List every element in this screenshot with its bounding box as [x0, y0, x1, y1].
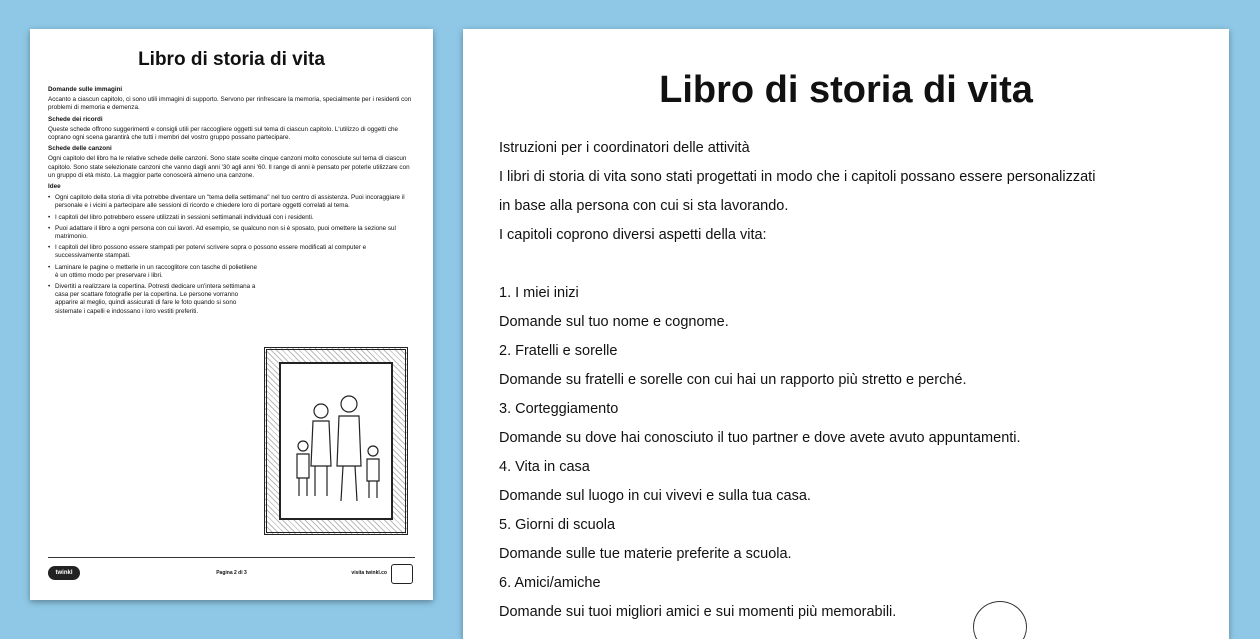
family-drawing-icon: [281, 364, 391, 518]
section-heading: Schede dei ricordi: [48, 115, 103, 123]
page-thumbnail-left: [30, 29, 433, 600]
idea-item: • Laminare le pagine o metterle in un raccoglitore con tasche di polietilene è un ottimo modo per preservare i libri.: [48, 264, 260, 280]
idea-item: • Ogni capitolo della storia di vita potrebbe diventare un "tema della settimana" nel tuo centro di assistenza. Puoi incoraggiare il personale e i vicini a partecipare alle sessioni di ricordo e chiedere loro di portare oggetti correlati al tema.: [48, 194, 416, 210]
page-zoomed-right: [463, 29, 1229, 639]
page-title: Libro di storia di vita: [138, 49, 325, 70]
chapter-description: Domande sul tuo nome e cognome.: [499, 314, 729, 330]
chapter-title: 5. Giorni di scuola: [499, 517, 616, 533]
page-body: [48, 83, 416, 316]
section-text: Queste schede offrono suggerimenti e consigli utili per raccogliere oggetti sul tema di ciascun capitolo. L'utilizzo di oggetti che coprano ogni scena garantirà che tutti i membri del vostro gruppo possano partecipare.: [48, 125, 399, 142]
chapter-description: Domande sui tuoi migliori amici e sui momenti più memorabili.: [499, 604, 897, 620]
chapter-description: Domande sul luogo in cui vivevi e sulla tua casa.: [499, 488, 811, 504]
badge-icon: [391, 564, 413, 584]
intro-heading: Istruzioni per i coordinatori delle attività: [499, 140, 750, 156]
family-illustration-frame: [264, 347, 408, 535]
face-sketch-icon: [973, 601, 1027, 639]
section-text: Accanto a ciascun capitolo, ci sono utili immagini di supporto. Servono per rinfrescare la memoria, specialmente per i residenti con problemi di memoria e demenza.: [48, 96, 412, 112]
chapter-description: Domande su fratelli e sorelle con cui hai un rapporto più stretto e perché.: [499, 372, 967, 388]
idea-item: • I capitoli del libro potrebbero essere utilizzati in sessioni settimanali individuali con i residenti.: [48, 214, 416, 222]
ideas-heading: Idee: [48, 183, 61, 191]
page-number: Pagina 2 di 3: [216, 570, 247, 576]
idea-item: • Puoi adattare il libro a ogni persona con cui lavori. Ad esempio, se qualcuno non si è sposato, puoi omettere la sezione sul matrimonio.: [48, 225, 416, 241]
chapter-title: 1. I miei inizi: [499, 285, 579, 301]
section-heading: Schede delle canzoni: [48, 145, 112, 153]
section-heading: Domande sulle immagini: [48, 86, 123, 93]
intro-text: I libri di storia di vita sono stati progettati in modo che i capitoli possano essere personalizzati: [499, 169, 1096, 185]
footer-url: visita twinkl.co: [351, 570, 387, 576]
chapter-description: Domande su dove hai conosciuto il tuo partner e dove avete avuto appuntamenti.: [499, 430, 1021, 446]
page-title: Libro di storia di vita: [659, 69, 1033, 111]
twinkl-logo: twinkl: [48, 566, 80, 580]
chapter-title: 3. Corteggiamento: [499, 401, 619, 417]
idea-item: • Divertiti a realizzare la copertina. Potresti dedicare un'intera settimana a casa per scattare fotografie per la copertina. Le persone vorranno apparire al meglio, quindi assicurati di fare le foto quando si sono sistemate i capelli e indossano i loro vestiti preferiti.: [48, 283, 260, 316]
chapter-title: 2. Fratelli e sorelle: [499, 343, 618, 359]
ideas-list: [48, 194, 416, 316]
intro-text: in base alla persona con cui si sta lavorando.: [499, 198, 789, 214]
idea-item: • I capitoli del libro possono essere stampati per potervi scrivere sopra o possono essere modificati al computer e successivamente stampati.: [48, 244, 416, 260]
chapter-description: Domande sulle tue materie preferite a scuola.: [499, 546, 792, 562]
family-illustration: [279, 362, 393, 520]
section-text: Ogni capitolo del libro ha le relative schede delle canzoni. Sono state scelte cinque canzoni molto conosciute sul tema di ciascun capitolo. Sono state selezionate canzoni che vanno dagli anni '30 agli anni '60. Il range di anni è pensato per poterle utilizzare con un gruppo di età misto. La maggior parte conoscerà almeno una canzone.: [48, 155, 410, 179]
page-footer: [48, 557, 415, 588]
chapter-title: 6. Amici/amiche: [499, 575, 601, 591]
chapter-title: 4. Vita in casa: [499, 459, 590, 475]
intro-text: I capitoli coprono diversi aspetti della vita:: [499, 227, 767, 243]
